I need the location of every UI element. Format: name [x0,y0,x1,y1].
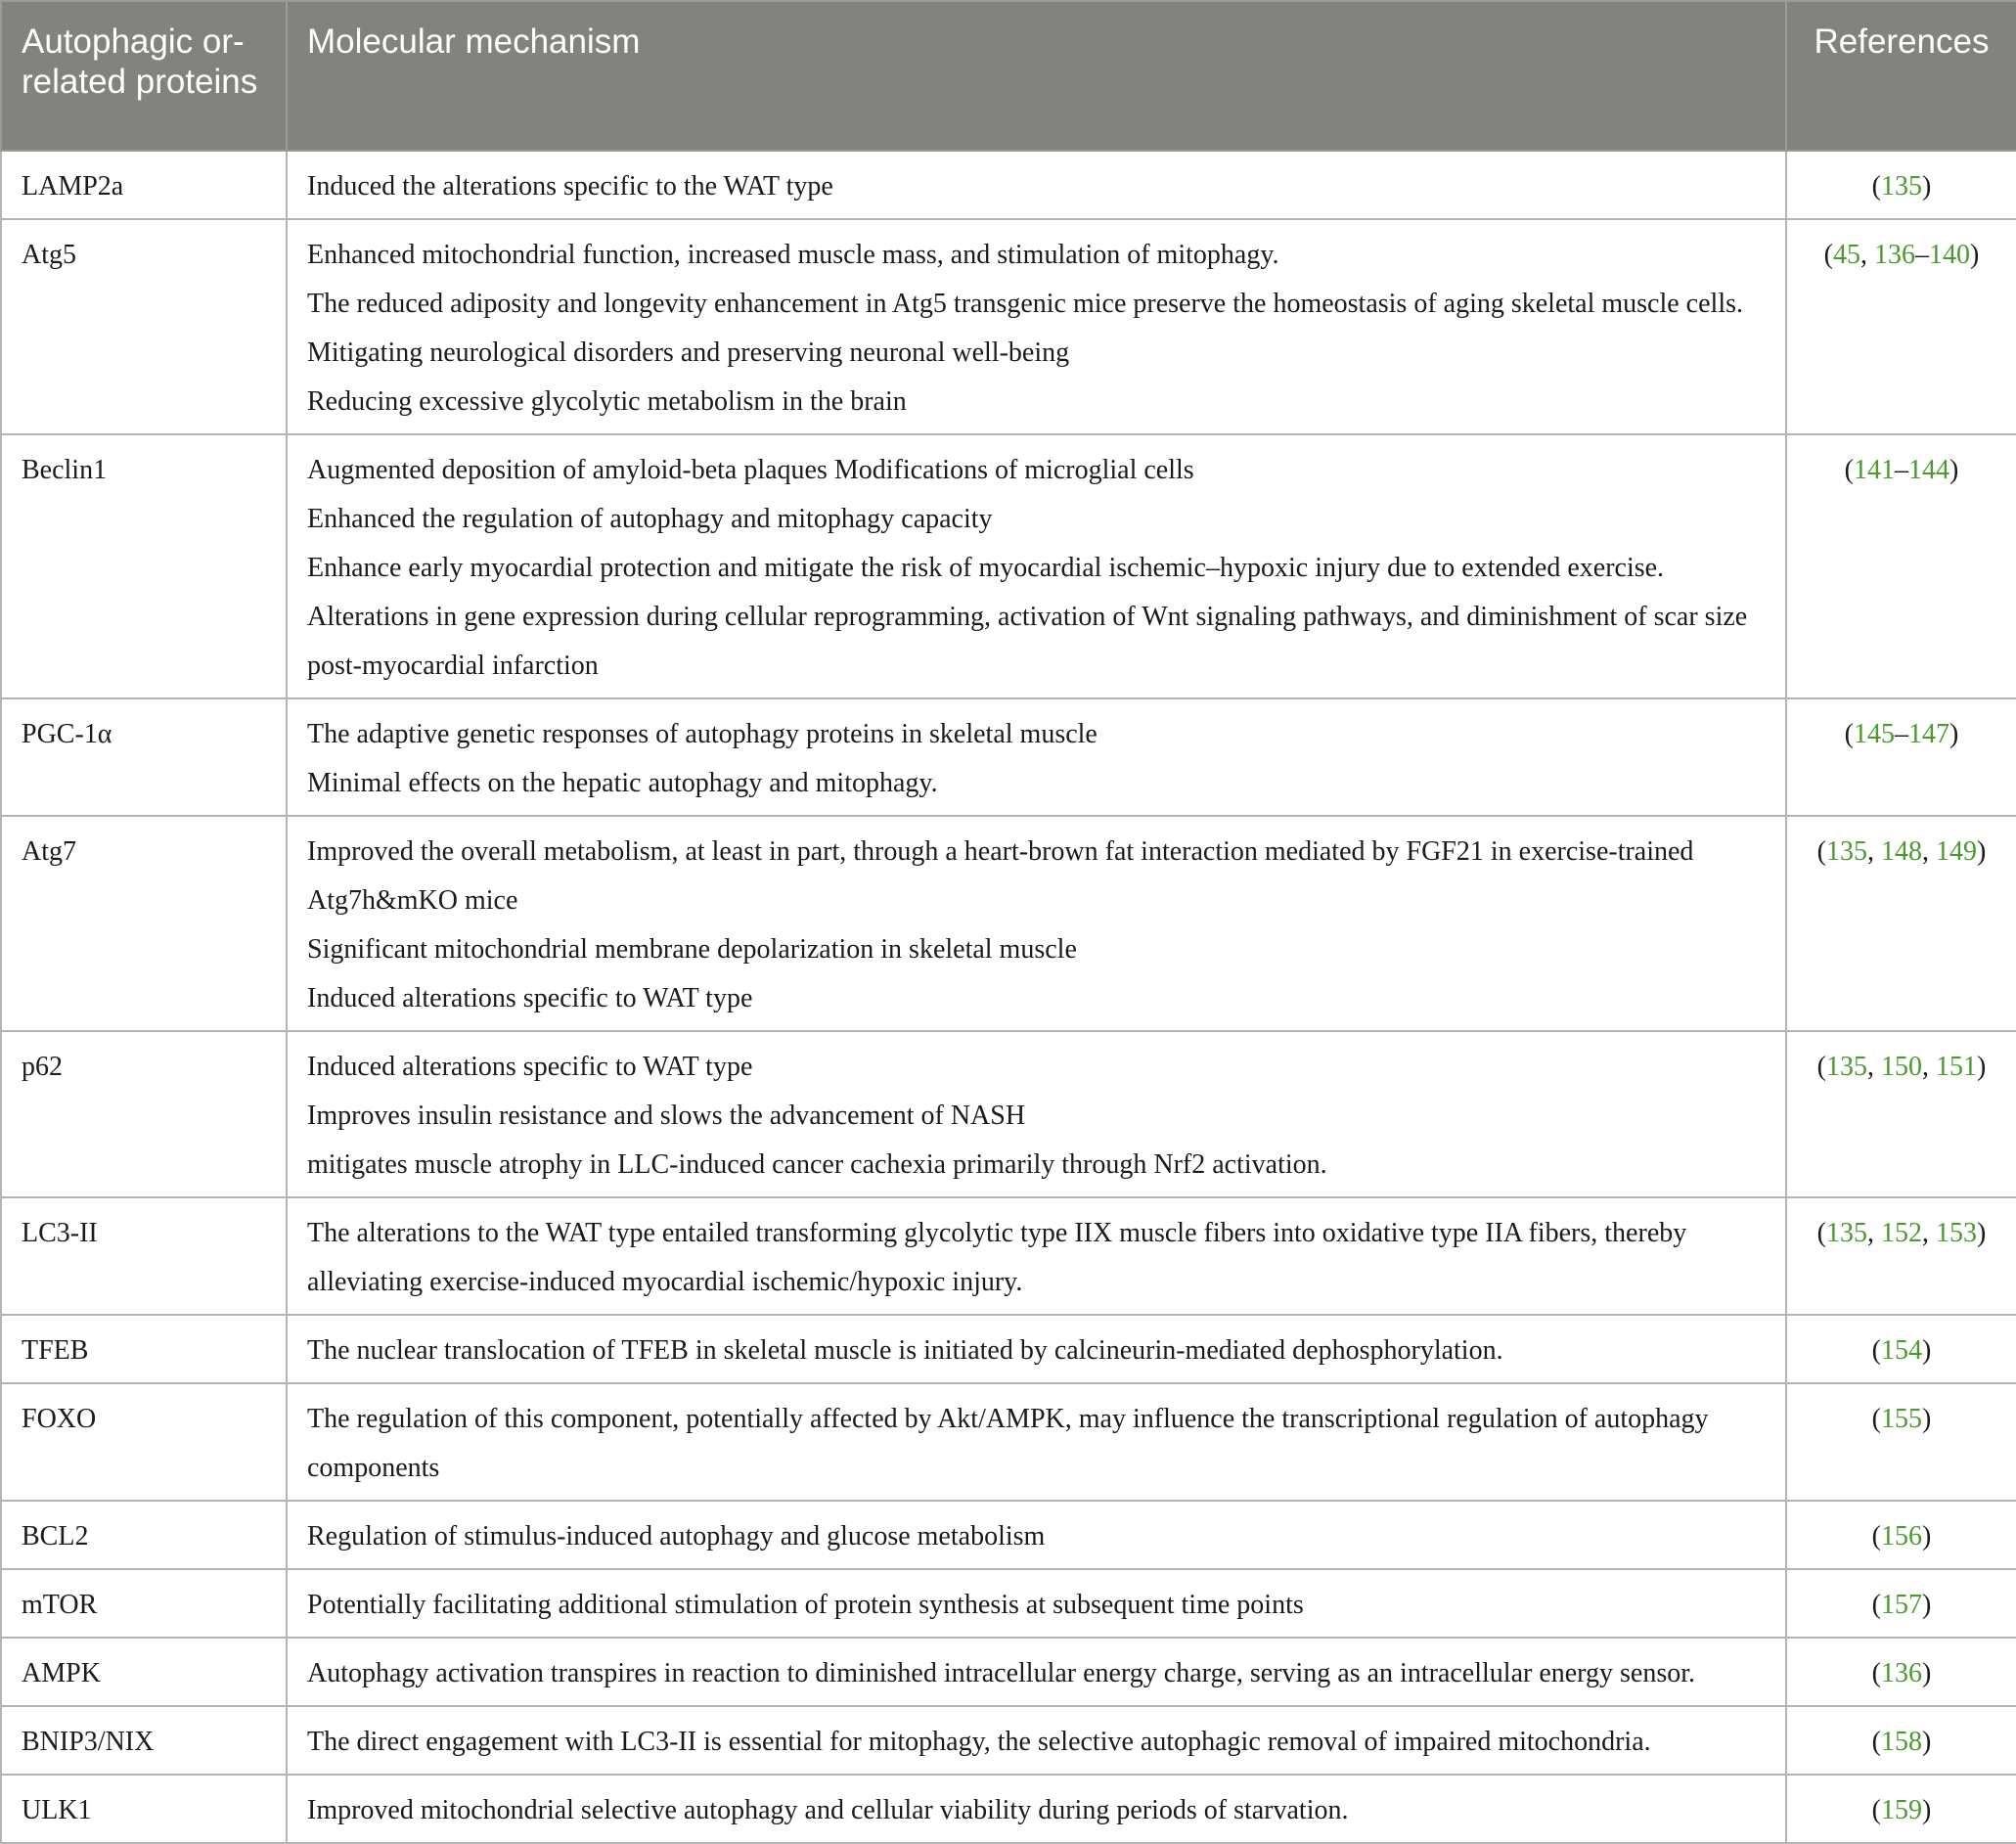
table-row [1,1775,2016,1843]
ref-range-dash: – [1915,240,1929,270]
references-cell [1786,219,2016,434]
ref-close-paren: ) [1970,240,1980,270]
reference-link[interactable]: 135 [1881,171,1922,202]
protein-cell: PGC-1α [1,698,287,816]
mechanism-line: Improved the overall metabolism, at least in part, through a heart-brown fat interaction mediated by FGF21 in exercise-trained Atg7h&mKO mice [307,836,1694,916]
mechanism-cell [287,1197,1786,1315]
mechanism-line: Enhanced the regulation of autophagy and mitophagy capacity [307,504,993,534]
references-cell [1786,1501,2016,1569]
reference-link[interactable]: 144 [1908,455,1949,485]
reference-link[interactable]: 155 [1881,1404,1922,1434]
protein-cell: TFEB [1,1315,287,1383]
protein-cell: mTOR [1,1569,287,1638]
mechanism-line: The direct engagement with LC3-II is essential for mitophagy, the selective autophagic removal of impaired mitochondria. [307,1727,1651,1757]
ref-close-paren: ) [1922,1335,1932,1366]
mechanism-line: Improves insulin resistance and slows the advancement of NASH [307,1101,1026,1131]
table-row [1,1706,2016,1775]
reference-link[interactable]: 153 [1936,1218,1977,1248]
reference-link[interactable]: 151 [1936,1052,1977,1082]
table-row [1,1315,2016,1383]
reference-link[interactable]: 135 [1826,1052,1867,1082]
reference-link[interactable]: 149 [1936,836,1977,867]
mechanism-line: Reducing excessive glycolytic metabolism in the brain [307,386,907,417]
reference-link[interactable]: 45 [1833,240,1860,270]
mechanism-line: Significant mitochondrial membrane depolarization in skeletal muscle [307,934,1077,965]
references-cell [1786,1775,2016,1843]
table-header-row [1,1,2016,151]
protein-cell: Atg5 [1,219,287,434]
reference-link[interactable]: 159 [1881,1795,1922,1825]
mechanism-line: The regulation of this component, potentially affected by Akt/AMPK, may influence the transcriptional regulation of autophagy components [307,1404,1709,1483]
ref-close-paren: ) [1922,1521,1932,1552]
ref-open-paren: ( [1816,1052,1826,1082]
mechanism-line: Enhance early myocardial protection and mitigate the risk of myocardial ischemic–hypoxic injury due to extended exercise. [307,553,1665,583]
mechanism-line: The alterations to the WAT type entailed transforming glycolytic type IIX muscle fibers into oxidative type IIA fibers, thereby alleviating exercise-induced myocardial ischemic/hypoxic injury. [307,1218,1687,1297]
mechanism-cell [287,1638,1786,1706]
ref-close-paren: ) [1922,171,1932,202]
table-row [1,1031,2016,1197]
ref-open-paren: ( [1871,1795,1881,1825]
mechanism-line: Alterations in gene expression during cellular reprogramming, activation of Wnt signaling pathways, and diminishment of scar size post-myocardial infarction [307,602,1748,681]
ref-open-paren: ( [1844,719,1854,749]
table-row [1,434,2016,698]
mechanism-cell [287,151,1786,219]
table-row [1,219,2016,434]
mechanism-cell [287,1031,1786,1197]
ref-close-paren: ) [1977,1052,1987,1082]
ref-close-paren: ) [1977,836,1987,867]
mechanism-cell [287,816,1786,1031]
ref-open-paren: ( [1871,1727,1881,1757]
header-protein: Autophagic or-related proteins [1,1,287,151]
ref-open-paren: ( [1871,171,1881,202]
reference-link[interactable]: 148 [1881,836,1922,867]
references-cell [1786,434,2016,698]
ref-open-paren: ( [1816,836,1826,867]
ref-close-paren: ) [1922,1404,1932,1434]
table-row [1,151,2016,219]
table-row [1,1638,2016,1706]
references-cell [1786,1383,2016,1501]
reference-link[interactable]: 157 [1881,1590,1922,1620]
mechanism-cell [287,698,1786,816]
table-row [1,1569,2016,1638]
protein-cell: ULK1 [1,1775,287,1843]
protein-cell: Beclin1 [1,434,287,698]
ref-close-paren: ) [1949,455,1959,485]
reference-link[interactable]: 136 [1881,1658,1922,1688]
ref-range-dash: – [1895,455,1908,485]
ref-open-paren: ( [1871,1335,1881,1366]
reference-link[interactable]: 147 [1908,719,1949,749]
ref-open-paren: ( [1816,1218,1826,1248]
protein-cell: LAMP2a [1,151,287,219]
references-cell [1786,1031,2016,1197]
ref-close-paren: ) [1922,1590,1932,1620]
table-row [1,1383,2016,1501]
ref-separator: , [1922,1218,1936,1248]
reference-link[interactable]: 145 [1854,719,1895,749]
mechanism-cell [287,1706,1786,1775]
ref-open-paren: ( [1871,1590,1881,1620]
table-row [1,1197,2016,1315]
references-cell [1786,1569,2016,1638]
reference-link[interactable]: 154 [1881,1335,1922,1366]
references-cell [1786,1706,2016,1775]
references-cell [1786,1638,2016,1706]
reference-link[interactable]: 158 [1881,1727,1922,1757]
reference-link[interactable]: 136 [1874,240,1915,270]
ref-separator: , [1867,1052,1881,1082]
ref-separator: , [1922,836,1936,867]
references-cell [1786,698,2016,816]
mechanism-line: Potentially facilitating additional stimulation of protein synthesis at subsequent time points [307,1590,1304,1620]
mechanism-line: Regulation of stimulus-induced autophagy and glucose metabolism [307,1521,1046,1552]
reference-link[interactable]: 156 [1881,1521,1922,1552]
ref-close-paren: ) [1949,719,1959,749]
mechanism-line: Augmented deposition of amyloid-beta plaques Modifications of microglial cells [307,455,1194,485]
ref-open-paren: ( [1871,1521,1881,1552]
protein-cell: BCL2 [1,1501,287,1569]
protein-cell: FOXO [1,1383,287,1501]
reference-link[interactable]: 150 [1881,1052,1922,1082]
mechanism-line: Induced alterations specific to WAT type [307,983,753,1013]
ref-open-paren: ( [1823,240,1833,270]
mechanism-line: Mitigating neurological disorders and preserving neuronal well-being [307,337,1070,368]
ref-open-paren: ( [1871,1658,1881,1688]
ref-close-paren: ) [1922,1795,1932,1825]
reference-link[interactable]: 135 [1826,1218,1867,1248]
mechanism-line: The adaptive genetic responses of autophagy proteins in skeletal muscle [307,719,1098,749]
ref-close-paren: ) [1922,1727,1932,1757]
references-cell [1786,816,2016,1031]
table-row [1,1501,2016,1569]
mechanism-cell [287,1315,1786,1383]
references-cell [1786,151,2016,219]
mechanism-cell [287,434,1786,698]
ref-range-dash: – [1895,719,1908,749]
reference-link[interactable]: 135 [1826,836,1867,867]
mechanism-line: Autophagy activation transpires in reaction to diminished intracellular energy charge, serving as an intracellular energy sensor. [307,1658,1695,1688]
mechanism-cell [287,1383,1786,1501]
ref-separator: , [1922,1052,1936,1082]
mechanism-cell [287,1501,1786,1569]
mechanism-line: Improved mitochondrial selective autophagy and cellular viability during periods of starvation. [307,1795,1349,1825]
mechanism-line: The reduced adiposity and longevity enhancement in Atg5 transgenic mice preserve the homeostasis of aging skeletal muscle cells. [307,289,1743,319]
references-cell [1786,1197,2016,1315]
protein-cell: BNIP3/NIX [1,1706,287,1775]
ref-separator: , [1867,836,1881,867]
mechanism-line: Induced the alterations specific to the WAT type [307,171,833,202]
ref-separator: , [1867,1218,1881,1248]
ref-open-paren: ( [1871,1404,1881,1434]
protein-cell: p62 [1,1031,287,1197]
mechanism-cell [287,1775,1786,1843]
header-mechanism: Molecular mechanism [287,1,1786,151]
mechanism-line: Induced alterations specific to WAT type [307,1052,753,1082]
table-row [1,698,2016,816]
mechanism-line: mitigates muscle atrophy in LLC-induced cancer cachexia primarily through Nrf2 activation. [307,1149,1327,1180]
reference-link[interactable]: 140 [1929,240,1970,270]
mechanism-line: Enhanced mitochondrial function, increased muscle mass, and stimulation of mitophagy. [307,240,1279,270]
mechanism-line: The nuclear translocation of TFEB in skeletal muscle is initiated by calcineurin-mediated dephosphorylation. [307,1335,1503,1366]
ref-separator: , [1860,240,1874,270]
reference-link[interactable]: 141 [1854,455,1895,485]
mechanism-cell [287,219,1786,434]
ref-close-paren: ) [1977,1218,1987,1248]
mechanism-cell [287,1569,1786,1638]
reference-link[interactable]: 152 [1881,1218,1922,1248]
protein-cell: AMPK [1,1638,287,1706]
table-row [1,816,2016,1031]
mechanism-line: Minimal effects on the hepatic autophagy and mitophagy. [307,768,938,798]
header-references: References [1786,1,2016,151]
protein-cell: LC3-II [1,1197,287,1315]
references-cell [1786,1315,2016,1383]
ref-close-paren: ) [1922,1658,1932,1688]
ref-open-paren: ( [1844,455,1854,485]
protein-cell: Atg7 [1,816,287,1031]
